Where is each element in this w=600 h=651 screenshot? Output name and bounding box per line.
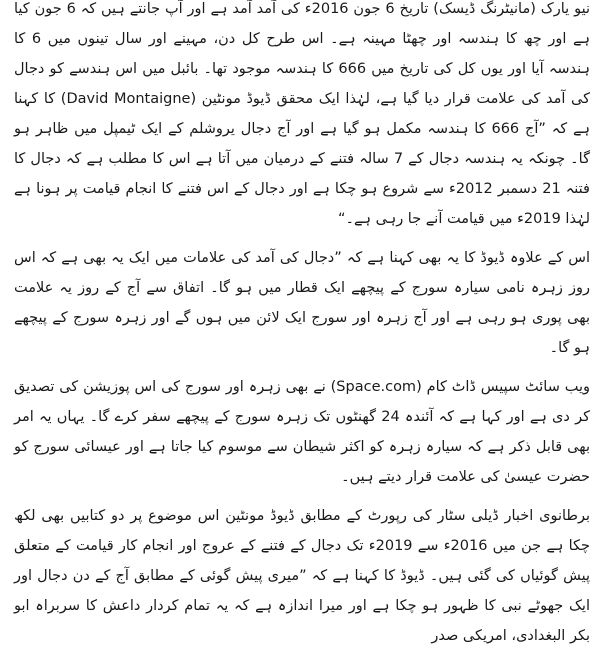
article-paragraph-3: ویب سائٹ سپیس ڈاٹ کام (Space.com) نے بھی زہرہ اور سورج کی اس پوزیشن کی تصدیق کر دی ہے اور کہا ہے کہ آئندہ 24 گھنٹوں تک زہرہ سورج کے پیچھے سفر کرے گا۔ یہاں یہ امر بھی قابل ذکر ہے کہ سیارہ زہرہ کو اکثر شیطان سے موسوم کیا جاتا ہے اور عیسائی سورج کو حضرت عیسیٰ کی علامت قرار دیتے ہیں۔	[14, 379, 590, 485]
article-paragraph-2: اس کے علاوہ ڈیوڈ کا یہ بھی کہنا ہے کہ ”دجال کی آمد کی علامات میں ایک یہ بھی ہے کہ اس روز زہرہ نامی سیارہ سورج کے پیچھے ایک قطار میں ہو گا۔ اتفاق سے آج کے روز یہ علامت بھی پوری ہو رہی ہے اور آج زہرہ اور سورج ایک لائن میں ہوں گے اور زہرہ سورج کے پیچھے ہو گا۔	[14, 250, 590, 356]
article-paragraph-1: نیو یارک (مانیٹرنگ ڈیسک) تاریخ 6 جون 2016ء کی آمد آمد ہے اور آپ جانتے ہیں کہ 6 جون کیا ہے اور چھ کا ہندسہ اور چھٹا مہینہ ہے۔ اس طرح کل دن، مہینے اور سال تینوں میں 6 کا ہندسہ آیا اور یوں کل کی تاریخ میں 666 کا ہندسہ موجود تھا۔ بائبل میں اس ہندسے کو دجال کی آمد کی علامت قرار دیا گیا ہے، لہٰذا ایک محقق ڈیوڈ مونٹین (David Montaigne) کا کہنا ہے کہ ”آج 666 کا ہندسہ مکمل ہو گیا ہے اور آج دجال یروشلم کے ایک ٹیمپل میں ظاہر ہو گا۔ چونکہ یہ ہندسہ دجال کے 7 سالہ فتنے کے درمیان میں آتا ہے اس کا مطلب ہے کہ دجال کا فتنہ 21 دسمبر 2012ء سے شروع ہو چکا ہے اور دجال کے اس فتنے کا انجام قیامت پر ہونا ہے لہٰذا 2019ء میں قیامت آنے جا رہی ہے۔“	[14, 1, 591, 227]
article-paragraph-4: برطانوی اخبار ڈیلی سٹار کی رپورٹ کے مطابق ڈیوڈ مونٹین اس موضوع پر دو کتابیں بھی لکھ چکا ہے جن میں 2016ء سے 2019ء تک دجال کے فتنے کے عروج اور انجام کار قیامت کے متعلق پیش گوئیاں کی گئی ہیں۔ ڈیوڈ کا کہنا ہے کہ ”میری پیش گوئی کے مطابق آج کے دن دجال اور ایک جھوٹے نبی کا ظہور ہو چکا ہے اور میرا اندازہ ہے کہ یہ تمام کردار داعش کا سربراہ ابو بکر البغدادی، امریکی صدر	[14, 508, 591, 644]
